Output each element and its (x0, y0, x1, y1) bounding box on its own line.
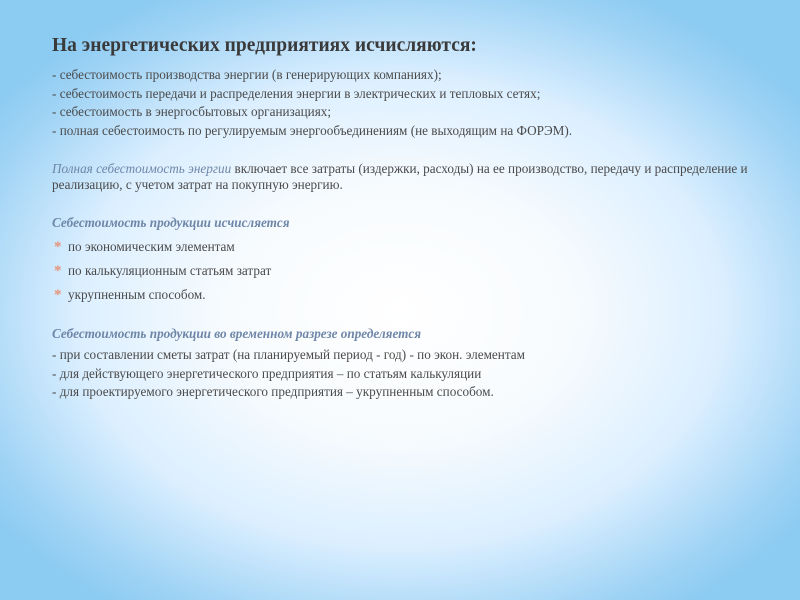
list-item: - для проектируемого энергетического предприятия – укрупненным способом. (52, 384, 494, 399)
list-item-label: укрупненным способом. (68, 287, 206, 302)
cost-types-list (52, 66, 772, 140)
list-item: - себестоимость передачи и распределения энергии в электрических и тепловых сетях; (52, 85, 541, 101)
asterisk-bullet-icon: * (54, 287, 62, 303)
list-item: - себестоимость в энергосбытовых организациях; (52, 104, 332, 119)
list-item (52, 235, 772, 259)
full-cost-term: Полная себестоимость энергии (52, 161, 232, 176)
asterisk-bullet-icon: * (54, 239, 62, 255)
list-item: - при составлении сметы затрат (на планируемый период - год) - по экон. элементам (52, 347, 525, 362)
list-item: - для действующего энергетического предприятия – по статьям калькуляции (52, 365, 482, 381)
calc-section-heading: Себестоимость продукции исчисляется (52, 215, 290, 230)
list-item-label: по экономическим элементам (68, 239, 235, 254)
list-item-label: по калькуляционным статьям затрат (68, 263, 272, 278)
asterisk-bullet-icon: * (54, 263, 62, 279)
list-item (52, 283, 772, 307)
list-item: - полная себестоимость по регулируемым энергообъединениям (не выходящим на ФОРЭМ). (52, 122, 573, 138)
calc-methods-list (52, 235, 772, 307)
time-section-heading: Себестоимость продукции во временном разрезе определяется (52, 326, 422, 341)
list-item (52, 259, 772, 283)
full-cost-paragraph (52, 161, 772, 193)
slide-content (52, 34, 772, 402)
time-methods-list (52, 346, 772, 402)
full-cost-description: включает все затраты (издержки, расходы) на ее производство, передачу и распределение и реализацию, с учетом затрат на покупную энергию. (52, 161, 748, 192)
list-item: - себестоимость производства энергии (в генерирующих компаниях); (52, 67, 442, 82)
slide-title: На энергетических предприятиях исчисляются: (52, 35, 477, 56)
